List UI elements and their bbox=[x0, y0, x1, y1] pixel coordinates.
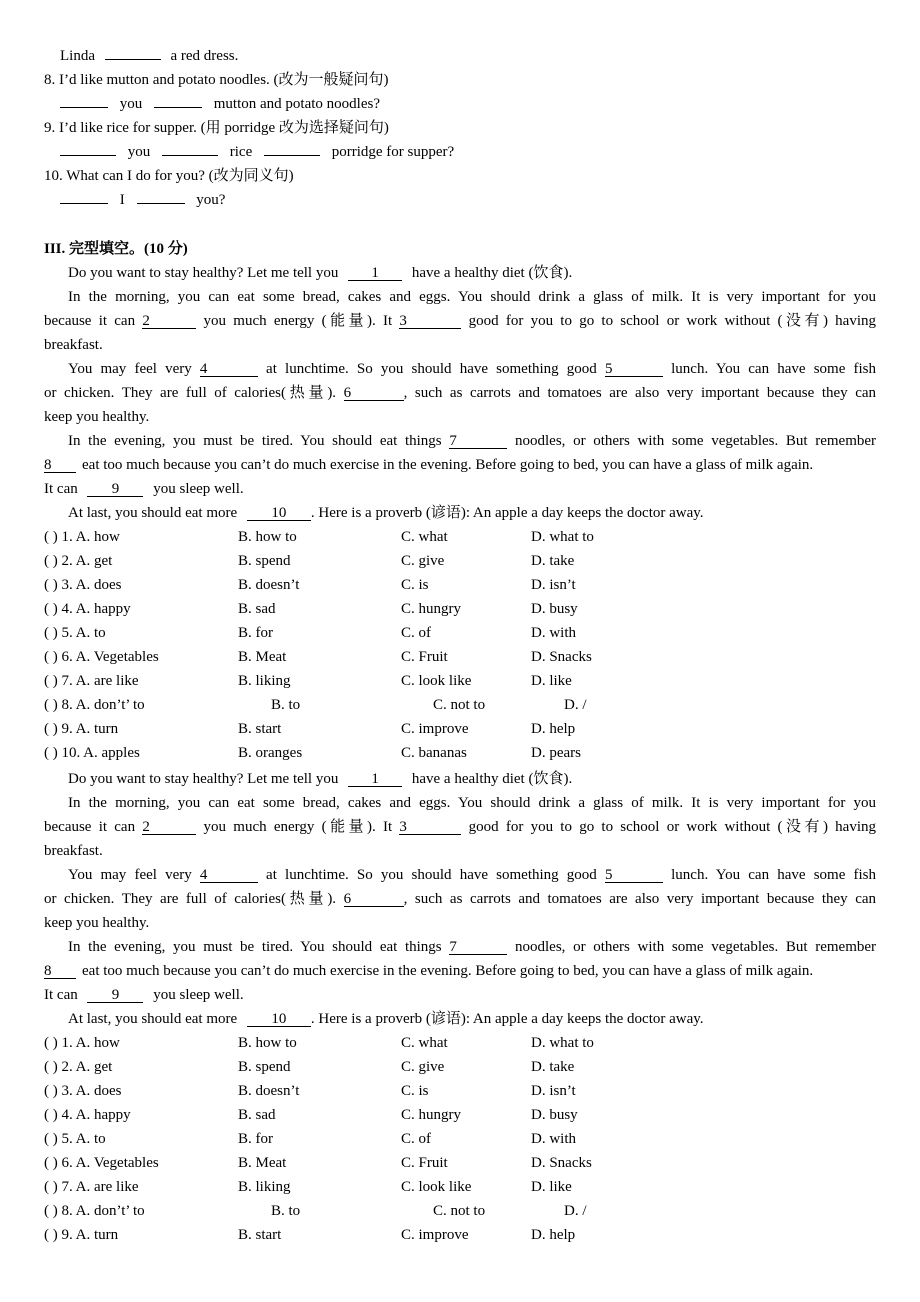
option-a: ( ) 7. A. are like bbox=[44, 1179, 139, 1195]
option-b: B. spend bbox=[238, 553, 291, 569]
option-a: ( ) 4. A. happy bbox=[44, 601, 131, 617]
option-d: D. with bbox=[531, 625, 576, 641]
option-c: C. hungry bbox=[401, 1107, 461, 1123]
option-b: B. to bbox=[271, 1203, 301, 1219]
option-c: C. is bbox=[401, 577, 429, 593]
option-row bbox=[0, 1223, 920, 1247]
option-a: ( ) 5. A. to bbox=[44, 1131, 106, 1147]
option-c: C. look like bbox=[401, 673, 472, 689]
passage-line: It can 9 you sleep well. bbox=[44, 481, 244, 497]
blank-3: 3 bbox=[399, 820, 461, 835]
option-row bbox=[0, 549, 920, 573]
option-d: D. help bbox=[531, 1227, 576, 1243]
option-c: C. what bbox=[401, 1035, 448, 1051]
option-b: B. start bbox=[238, 721, 282, 737]
text: you bbox=[127, 144, 151, 160]
passage-line: Do you want to stay healthy? Let me tell you 1 have a healthy diet (饮食). bbox=[68, 771, 573, 787]
option-row bbox=[0, 597, 920, 621]
option-row bbox=[0, 1175, 920, 1199]
option-d: D. Snacks bbox=[531, 1155, 592, 1171]
option-c: C. improve bbox=[401, 721, 469, 737]
blank-2: 2 bbox=[142, 820, 196, 835]
fill-blank bbox=[162, 155, 218, 156]
option-c: C. of bbox=[401, 625, 431, 641]
option-a: ( ) 5. A. to bbox=[44, 625, 106, 641]
option-d: D. busy bbox=[531, 1107, 578, 1123]
option-row bbox=[0, 1199, 920, 1223]
option-d: D. take bbox=[531, 1059, 575, 1075]
option-b: B. Meat bbox=[238, 649, 287, 665]
blank-5: 5 bbox=[605, 868, 663, 883]
passage-line: because it can 2 you much energy (能量). It 3 good for you to go to school or work without (没有) having bbox=[44, 313, 877, 329]
option-d: D. isn’t bbox=[531, 577, 576, 593]
option-b: B. how to bbox=[238, 1035, 297, 1051]
option-c: C. of bbox=[401, 1131, 431, 1147]
option-d: D. take bbox=[531, 553, 575, 569]
passage-line: In the evening, you must be tired. You should eat things 7 noodles, or others with some vegetables. But remember bbox=[68, 939, 877, 955]
option-a: ( ) 4. A. happy bbox=[44, 1107, 131, 1123]
option-b: B. for bbox=[238, 1131, 273, 1147]
blank-7: 7 bbox=[449, 940, 507, 955]
text: rice bbox=[229, 144, 253, 160]
passage-line: Do you want to stay healthy? Let me tell you 1 have a healthy diet (饮食). bbox=[68, 265, 573, 281]
text: I bbox=[119, 192, 125, 208]
option-row bbox=[0, 573, 920, 597]
passage-line: breakfast. bbox=[44, 843, 103, 859]
option-c: C. is bbox=[401, 1083, 429, 1099]
option-c: C. improve bbox=[401, 1227, 469, 1243]
passage-line: In the evening, you must be tired. You should eat things 7 noodles, or others with some vegetables. But remember bbox=[68, 433, 877, 449]
blank-4: 4 bbox=[200, 362, 258, 377]
passage-line: 8 eat too much because you can’t do much exercise in the evening. Before going to bed, you can have a glass of milk again. bbox=[44, 457, 814, 473]
blank-3: 3 bbox=[399, 314, 461, 329]
passage-line: In the morning, you can eat some bread, cakes and eggs. You should drink a glass of milk. It is very important for you bbox=[68, 795, 876, 811]
text: porridge for supper? bbox=[331, 144, 455, 160]
option-d: D. busy bbox=[531, 601, 578, 617]
blank-10: 10 bbox=[247, 1012, 311, 1027]
option-a: ( ) 1. A. how bbox=[44, 529, 120, 545]
option-row bbox=[0, 525, 920, 549]
option-a: ( ) 8. A. don’t’ to bbox=[44, 697, 145, 713]
answer-line-10 bbox=[60, 188, 892, 212]
blank-10: 10 bbox=[247, 506, 311, 521]
text: Linda bbox=[60, 48, 95, 64]
blank-9: 9 bbox=[87, 988, 143, 1003]
option-c: C. give bbox=[401, 1059, 445, 1075]
option-b: B. doesn’t bbox=[238, 577, 300, 593]
passage-line: You may feel very 4 at lunchtime. So you should have something good 5 lunch. You can have some fish bbox=[68, 361, 877, 377]
option-row bbox=[0, 1079, 920, 1103]
fill-blank bbox=[264, 155, 320, 156]
option-a: ( ) 9. A. turn bbox=[44, 1227, 119, 1243]
option-b: B. liking bbox=[238, 673, 291, 689]
answer-line-8 bbox=[60, 92, 892, 116]
option-row bbox=[0, 669, 920, 693]
passage-line: breakfast. bbox=[44, 337, 103, 353]
option-a: ( ) 9. A. turn bbox=[44, 721, 119, 737]
option-b: B. spend bbox=[238, 1059, 291, 1075]
cloze-block-2 bbox=[0, 767, 920, 1277]
option-c: C. bananas bbox=[401, 745, 467, 761]
option-a: ( ) 3. A. does bbox=[44, 1083, 122, 1099]
option-a: ( ) 3. A. does bbox=[44, 577, 122, 593]
option-c: C. not to bbox=[433, 1203, 486, 1219]
option-row bbox=[0, 621, 920, 645]
option-d: D. Snacks bbox=[531, 649, 592, 665]
blank-6: 6 bbox=[344, 386, 404, 401]
option-b: B. sad bbox=[238, 1107, 276, 1123]
passage-line: because it can 2 you much energy (能量). It 3 good for you to go to school or work without (没有) having bbox=[44, 819, 877, 835]
option-d: D. / bbox=[564, 697, 587, 713]
question-8: 8. I’d like mutton and potato noodles. (改为一般疑问句) bbox=[44, 72, 389, 88]
blank-1: 1 bbox=[348, 266, 402, 281]
option-row bbox=[0, 717, 920, 741]
option-row bbox=[0, 1031, 920, 1055]
text: a red dress. bbox=[170, 48, 239, 64]
option-d: D. / bbox=[564, 1203, 587, 1219]
text: you? bbox=[196, 192, 226, 208]
option-d: D. what to bbox=[531, 1035, 594, 1051]
question-9: 9. I’d like rice for supper. (用 porridge 改为选择疑问句) bbox=[44, 120, 389, 136]
passage-line: keep you healthy. bbox=[44, 409, 150, 425]
option-d: D. isn’t bbox=[531, 1083, 576, 1099]
option-a: ( ) 1. A. how bbox=[44, 1035, 120, 1051]
option-d: D. help bbox=[531, 721, 576, 737]
option-b: B. to bbox=[271, 697, 301, 713]
option-d: D. like bbox=[531, 673, 572, 689]
blank-5: 5 bbox=[605, 362, 663, 377]
answer-line-9 bbox=[60, 140, 892, 164]
passage-line: At last, you should eat more 10 . Here is a proverb (谚语): An apple a day keeps the doctor away. bbox=[68, 505, 704, 521]
cloze-block-1 bbox=[0, 261, 920, 771]
option-b: B. doesn’t bbox=[238, 1083, 300, 1099]
blank-4: 4 bbox=[200, 868, 258, 883]
question-10: 10. What can I do for you? (改为同义句) bbox=[44, 168, 294, 184]
blank-8: 8 bbox=[44, 458, 76, 473]
option-d: D. pears bbox=[531, 745, 581, 761]
option-a: ( ) 6. A. Vegetables bbox=[44, 649, 159, 665]
option-c: C. look like bbox=[401, 1179, 472, 1195]
fill-blank bbox=[154, 107, 202, 108]
option-row bbox=[0, 741, 920, 765]
option-c: C. not to bbox=[433, 697, 486, 713]
fill-blank bbox=[60, 203, 108, 204]
passage-line: It can 9 you sleep well. bbox=[44, 987, 244, 1003]
option-c: C. Fruit bbox=[401, 1155, 448, 1171]
option-d: D. with bbox=[531, 1131, 576, 1147]
blank-6: 6 bbox=[344, 892, 404, 907]
fill-blank bbox=[137, 203, 185, 204]
option-b: B. oranges bbox=[238, 745, 303, 761]
option-row bbox=[0, 645, 920, 669]
fill-blank bbox=[105, 59, 161, 60]
passage-line: In the morning, you can eat some bread, cakes and eggs. You should drink a glass of milk. It is very important for you bbox=[68, 289, 876, 305]
answer-line-linda bbox=[60, 44, 892, 68]
option-c: C. Fruit bbox=[401, 649, 448, 665]
section-heading: III. 完型填空。(10 分) bbox=[44, 241, 188, 257]
option-b: B. start bbox=[238, 1227, 282, 1243]
option-b: B. for bbox=[238, 625, 273, 641]
blank-8: 8 bbox=[44, 964, 76, 979]
option-a: ( ) 2. A. get bbox=[44, 553, 113, 569]
option-row bbox=[0, 1127, 920, 1151]
option-d: D. like bbox=[531, 1179, 572, 1195]
passage-line: keep you healthy. bbox=[44, 915, 150, 931]
option-a: ( ) 6. A. Vegetables bbox=[44, 1155, 159, 1171]
option-a: ( ) 8. A. don’t’ to bbox=[44, 1203, 145, 1219]
option-c: C. hungry bbox=[401, 601, 461, 617]
option-row bbox=[0, 693, 920, 717]
blank-7: 7 bbox=[449, 434, 507, 449]
text: you bbox=[119, 96, 143, 112]
option-b: B. liking bbox=[238, 1179, 291, 1195]
fill-blank bbox=[60, 155, 116, 156]
option-row bbox=[0, 1103, 920, 1127]
passage-line: You may feel very 4 at lunchtime. So you should have something good 5 lunch. You can have some fish bbox=[68, 867, 877, 883]
option-c: C. give bbox=[401, 553, 445, 569]
option-row bbox=[0, 1151, 920, 1175]
option-b: B. sad bbox=[238, 601, 276, 617]
option-a: ( ) 2. A. get bbox=[44, 1059, 113, 1075]
blank-2: 2 bbox=[142, 314, 196, 329]
passage-line: or chicken. They are full of calories(热量). 6 , such as carrots and tomatoes are also very important because they can bbox=[44, 385, 877, 401]
passage-line: 8 eat too much because you can’t do much exercise in the evening. Before going to bed, you can have a glass of milk again. bbox=[44, 963, 814, 979]
option-row bbox=[0, 1055, 920, 1079]
option-a: ( ) 10. A. apples bbox=[44, 745, 140, 761]
option-b: B. Meat bbox=[238, 1155, 287, 1171]
blank-9: 9 bbox=[87, 482, 143, 497]
text: mutton and potato noodles? bbox=[213, 96, 380, 112]
option-b: B. how to bbox=[238, 529, 297, 545]
blank-1: 1 bbox=[348, 772, 402, 787]
fill-blank bbox=[60, 107, 108, 108]
option-d: D. what to bbox=[531, 529, 594, 545]
passage-line: At last, you should eat more 10 . Here is a proverb (谚语): An apple a day keeps the doctor away. bbox=[68, 1011, 704, 1027]
option-c: C. what bbox=[401, 529, 448, 545]
passage-line: or chicken. They are full of calories(热量). 6 , such as carrots and tomatoes are also very important because they can bbox=[44, 891, 877, 907]
option-a: ( ) 7. A. are like bbox=[44, 673, 139, 689]
